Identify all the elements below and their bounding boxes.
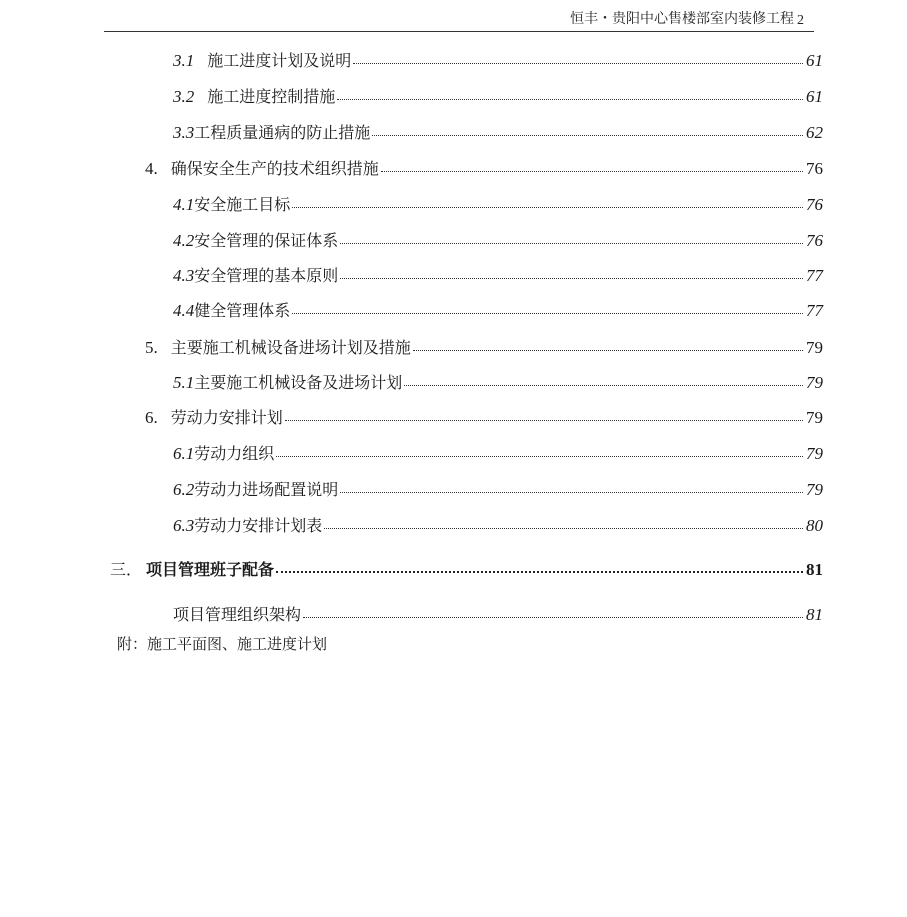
toc-entry xyxy=(173,477,823,497)
toc-entry-page: 77 xyxy=(806,266,823,285)
toc-entry-title: 工程质量通病的防止措施 xyxy=(194,123,371,142)
toc-entry-title: 健全管理体系 xyxy=(194,301,291,320)
toc-entry-title: 主要施工机械设备及进场计划 xyxy=(194,373,403,392)
toc-leader xyxy=(324,528,803,529)
toc-entry-page: 77 xyxy=(806,301,823,320)
toc-entry-number: 5. xyxy=(145,338,158,357)
toc-entry-title: 劳动力组织 xyxy=(194,444,275,463)
toc-entry-number: 5.1 xyxy=(173,373,195,392)
toc-entry-page: 81 xyxy=(806,605,823,624)
toc-entry xyxy=(173,441,823,461)
toc-chapter-entry xyxy=(110,557,823,577)
toc-entry-number: 3.2 xyxy=(173,87,195,106)
toc-entry-number: 三． xyxy=(110,560,143,579)
toc-entry-number: 4.4 xyxy=(173,301,195,320)
toc-entry-title: 项目管理组织架构 xyxy=(173,605,302,624)
toc-entry-title: 劳动力安排计划表 xyxy=(194,516,323,535)
toc-entry-number: 4.1 xyxy=(173,195,195,214)
toc-entry-page: 79 xyxy=(806,444,823,463)
toc-entry-number: 4. xyxy=(145,159,158,178)
toc-entry-page: 79 xyxy=(806,408,823,427)
toc-entry-number: 3.1 xyxy=(173,51,195,70)
toc-entry-title: 安全施工目标 xyxy=(194,195,291,214)
toc-entry-title: 项目管理班子配备 xyxy=(146,560,275,579)
toc-entry-page: 61 xyxy=(806,87,823,106)
toc-leader xyxy=(353,63,803,64)
toc-entry-title: 主要施工机械设备进场计划及措施 xyxy=(170,338,411,357)
toc-entry xyxy=(173,513,823,533)
toc-leader xyxy=(285,420,803,421)
toc-entry xyxy=(173,602,823,622)
toc-leader xyxy=(381,171,803,172)
toc-entry-page: 81 xyxy=(806,560,823,579)
toc-entry xyxy=(173,120,823,140)
toc-entry xyxy=(173,263,823,283)
toc-leader xyxy=(292,207,803,208)
toc-entry xyxy=(173,192,823,212)
toc-leader xyxy=(372,135,803,136)
toc-leader xyxy=(337,99,803,100)
toc-entry-page: 80 xyxy=(806,516,823,535)
toc-entry-number: 3.3 xyxy=(173,123,195,142)
toc-entry-title: 安全管理的基本原则 xyxy=(194,266,339,285)
toc-entry-page: 79 xyxy=(806,480,823,499)
toc-entry xyxy=(173,298,823,318)
toc-entry-page: 62 xyxy=(806,123,823,142)
toc-entry-number: 4.2 xyxy=(173,231,195,250)
toc-leader xyxy=(276,456,803,457)
toc-leader xyxy=(340,243,803,244)
toc-entry-title: 劳动力安排计划 xyxy=(170,408,283,427)
toc-entry-title: 劳动力进场配置说明 xyxy=(194,480,339,499)
toc-leader xyxy=(340,492,803,493)
toc-entry-page: 79 xyxy=(806,338,823,357)
toc-entry xyxy=(173,84,823,104)
toc-entry-number: 6.1 xyxy=(173,444,195,463)
toc-entry-page: 79 xyxy=(806,373,823,392)
toc-entry-number: 6. xyxy=(145,408,158,427)
toc-leader xyxy=(340,278,803,279)
header-page-number: 2 xyxy=(797,13,804,28)
toc-entry xyxy=(145,156,823,176)
toc-entry xyxy=(145,335,823,355)
toc-entry xyxy=(173,48,823,68)
toc-entry-title: 确保安全生产的技术组织措施 xyxy=(170,159,379,178)
toc-entry xyxy=(145,405,823,425)
toc-leader xyxy=(292,313,803,314)
toc-leader xyxy=(413,350,803,351)
toc-entry-page: 76 xyxy=(806,159,823,178)
header-divider xyxy=(104,31,814,32)
toc-entry-page: 61 xyxy=(806,51,823,70)
toc-leader xyxy=(303,617,803,618)
header-title: 恒丰・贵阳中心售楼部室内装修工程 xyxy=(570,11,794,27)
toc-entry-page: 76 xyxy=(806,231,823,250)
toc-entry-title: 施工进度计划及说明 xyxy=(207,51,352,70)
toc-entry-number: 4.3 xyxy=(173,266,195,285)
toc-entry-title: 施工进度控制措施 xyxy=(207,87,336,106)
toc-leader xyxy=(276,571,803,573)
toc-entry-number: 6.2 xyxy=(173,480,195,499)
toc-entry-title: 安全管理的保证体系 xyxy=(194,231,339,250)
toc-leader xyxy=(404,385,803,386)
toc-entry-number: 6.3 xyxy=(173,516,195,535)
toc-entry-page: 76 xyxy=(806,195,823,214)
toc-entry xyxy=(173,370,823,390)
appendix-note: 附：施工平面图、施工进度计划 xyxy=(117,635,328,653)
toc-entry xyxy=(173,228,823,248)
